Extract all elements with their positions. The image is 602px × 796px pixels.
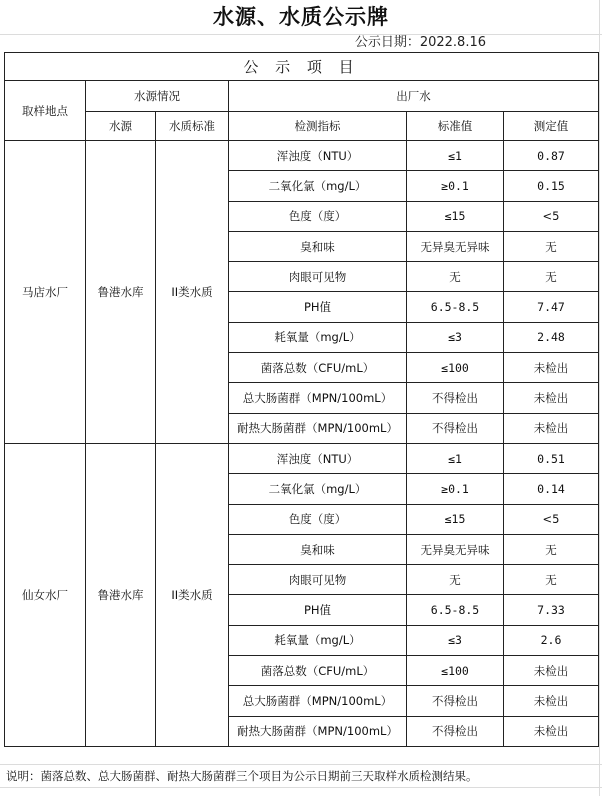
indicator-cell: 二氧化氯（mg/L） [229,171,407,201]
std-value-cell: ≥0.1 [407,171,504,201]
measured-value-cell: 未检出 [504,383,599,413]
measured-value-cell: 2.6 [504,625,599,655]
water-quality-table [4,52,599,747]
table-title: 公 示 项 目 [5,53,599,81]
measured-value-cell: 无 [504,231,599,261]
measured-value-cell: 未检出 [504,716,599,746]
indicator-cell: 臭和味 [229,534,407,564]
std-value-cell: 不得检出 [407,413,504,443]
measured-value-cell: 0.15 [504,171,599,201]
measured-value-cell: 未检出 [504,413,599,443]
site-cell: 马店水厂 [5,141,86,444]
header-site: 取样地点 [5,81,86,141]
std-value-cell: ≤100 [407,656,504,686]
measured-value-cell: 0.51 [504,443,599,473]
std-value-cell: 6.5-8.5 [407,595,504,625]
indicator-cell: 色度（度） [229,201,407,231]
indicator-cell: 肉眼可见物 [229,262,407,292]
std-value-cell: ≤100 [407,353,504,383]
source-cell: 鲁港水库 [86,141,156,444]
measured-value-cell: 7.47 [504,292,599,322]
measured-value-cell: 无 [504,565,599,595]
std-value-cell: 无异臭无异味 [407,534,504,564]
header-standard: 水质标准 [156,112,229,141]
std-value-cell: 无 [407,565,504,595]
std-value-cell: ≤1 [407,443,504,473]
source-cell: 鲁港水库 [86,443,156,746]
header-std-value: 标准值 [407,112,504,141]
std-value-cell: 不得检出 [407,383,504,413]
header-measured: 测定值 [504,112,599,141]
measured-value-cell: 未检出 [504,353,599,383]
measured-value-cell: <5 [504,504,599,534]
indicator-cell: 总大肠菌群（MPN/100mL） [229,686,407,716]
header-source: 水源 [86,112,156,141]
indicator-cell: 浑浊度（NTU） [229,443,407,473]
indicator-cell: 肉眼可见物 [229,565,407,595]
measured-value-cell: <5 [504,201,599,231]
std-value-cell: 无 [407,262,504,292]
indicator-cell: 耗氧量（mg/L） [229,322,407,352]
header-source-info: 水源情况 [86,81,229,112]
indicator-cell: 色度（度） [229,504,407,534]
standard-cell: II类水质 [156,141,229,444]
header-indicator: 检测指标 [229,112,407,141]
table-row [5,443,599,473]
measured-value-cell: 2.48 [504,322,599,352]
std-value-cell: ≤3 [407,322,504,352]
measured-value-cell: 无 [504,262,599,292]
standard-cell: II类水质 [156,443,229,746]
indicator-cell: 菌落总数（CFU/mL） [229,656,407,686]
indicator-cell: 耐热大肠菌群（MPN/100mL） [229,716,407,746]
indicator-cell: PH值 [229,292,407,322]
indicator-cell: 臭和味 [229,231,407,261]
indicator-cell: 总大肠菌群（MPN/100mL） [229,383,407,413]
indicator-cell: 耐热大肠菌群（MPN/100mL） [229,413,407,443]
std-value-cell: 不得检出 [407,716,504,746]
footnote: 说明：菌落总数、总大肠菌群、耐热大肠菌群三个项目为公示日期前三天取样水质检测结果。 [6,769,478,783]
std-value-cell: ≤1 [407,141,504,171]
std-value-cell: ≤15 [407,504,504,534]
publish-date: 公示日期：2022.8.16 [354,35,486,50]
std-value-cell: 不得检出 [407,686,504,716]
indicator-cell: PH值 [229,595,407,625]
indicator-cell: 浑浊度（NTU） [229,141,407,171]
measured-value-cell: 未检出 [504,656,599,686]
header-plant-water: 出厂水 [229,81,599,112]
std-value-cell: ≤3 [407,625,504,655]
measured-value-cell: 0.87 [504,141,599,171]
table-row [5,141,599,171]
std-value-cell: ≥0.1 [407,474,504,504]
site-cell: 仙女水厂 [5,443,86,746]
measured-value-cell: 0.14 [504,474,599,504]
indicator-cell: 菌落总数（CFU/mL） [229,353,407,383]
page-title: 水源、水质公示牌 [213,5,389,29]
measured-value-cell: 未检出 [504,686,599,716]
measured-value-cell: 7.33 [504,595,599,625]
std-value-cell: ≤15 [407,201,504,231]
indicator-cell: 耗氧量（mg/L） [229,625,407,655]
std-value-cell: 无异臭无异味 [407,231,504,261]
std-value-cell: 6.5-8.5 [407,292,504,322]
indicator-cell: 二氧化氯（mg/L） [229,474,407,504]
measured-value-cell: 无 [504,534,599,564]
